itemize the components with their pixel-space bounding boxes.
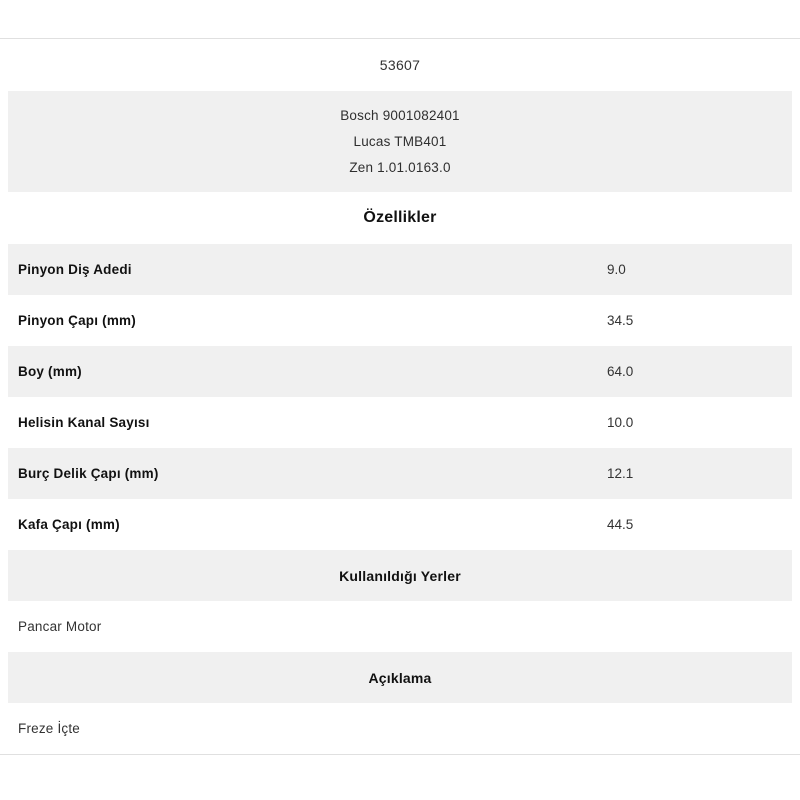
- top-divider: [0, 0, 800, 39]
- bottom-divider: [0, 754, 800, 755]
- spec-value: 9.0: [607, 262, 626, 277]
- spec-row-kafa-capi: [8, 499, 792, 550]
- oem-number-zen: Zen 1.01.0163.0: [349, 159, 451, 175]
- spec-label: Burç Delik Çapı (mm): [18, 466, 159, 481]
- spec-value: 64.0: [607, 364, 634, 379]
- spec-row-helisin-kanal-sayisi: [8, 397, 792, 448]
- spec-row-boy: [8, 346, 792, 397]
- spec-row-pinyon-capi: [8, 295, 792, 346]
- oem-numbers-panel: [8, 91, 792, 192]
- usage-item: Pancar Motor: [18, 619, 102, 634]
- spec-value: 12.1: [607, 466, 634, 481]
- spec-row-pinyon-dis-adedi: [8, 244, 792, 295]
- spec-label: Pinyon Diş Adedi: [18, 262, 132, 277]
- description-section-title: Açıklama: [8, 652, 792, 703]
- spec-label: Helisin Kanal Sayısı: [18, 415, 150, 430]
- description-item: Freze İçte: [18, 721, 81, 736]
- article-number: 53607: [379, 57, 421, 73]
- spec-label: Pinyon Çapı (mm): [18, 313, 136, 328]
- spec-value: 10.0: [607, 415, 634, 430]
- specs-section-title: Özellikler: [363, 209, 437, 226]
- spec-row-burc-delik-capi: [8, 448, 792, 499]
- spec-value: 34.5: [607, 313, 634, 328]
- oem-number-bosch: Bosch 9001082401: [340, 107, 460, 123]
- spec-value: 44.5: [607, 517, 634, 532]
- spec-label: Boy (mm): [18, 364, 82, 379]
- spec-label: Kafa Çapı (mm): [18, 517, 120, 532]
- usage-section-title: Kullanıldığı Yerler: [8, 550, 792, 601]
- oem-number-lucas: Lucas TMB401: [353, 133, 447, 149]
